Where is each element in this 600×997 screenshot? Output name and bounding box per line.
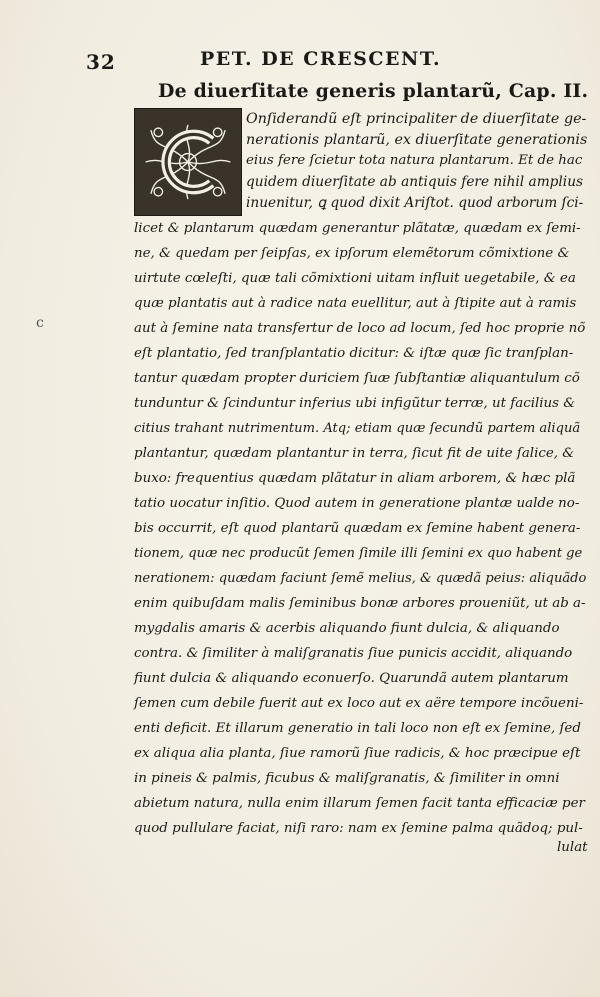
body-line-21: enim quibuſdam malis ſeminibus bonæ arbores proueniũt, ut ab a-: [134, 596, 586, 611]
body-line-1: Onſiderandũ eſt principaliter de diuerſitate ge-: [246, 111, 587, 127]
running-head: PET. DE CRESCENT.: [200, 48, 442, 70]
body-line-17: tatio uocatur inſitio. Quod autem in generatione plantæ ualde no-: [134, 496, 580, 511]
body-line-22: mygdalis amaris & acerbis aliquando fiunt dulcia, & aliquando: [134, 621, 560, 636]
body-line-19: tionem, quæ nec producũt ſemen ſimile illi ſemini ex quo habent ge: [134, 546, 583, 561]
body-line-5: inuenitur, ꝗ quod dixit Ariſtot. quod arborum ſci-: [246, 195, 584, 211]
body-line-23: contra. & ſimiliter à maliſgranatis ſiue punicis accidit, aliquando: [134, 646, 573, 661]
body-line-8: uirtute cœleſti, quæ tali cõmixtioni uitam influit uegetabile, & ea: [134, 271, 576, 286]
margin-mark: c: [36, 315, 44, 331]
body-line-30: quod pullulare faciat, niſi raro: nam ex ſemine palma quãdoq; pul-: [134, 821, 583, 836]
body-line-12: tantur quædam propter duriciem ſuæ ſubſtantiæ aliquantulum cõ: [134, 371, 580, 386]
body-line-28: in pineis & palmis, ficubus & maliſgranatis, & ſimiliter in omni: [134, 771, 560, 786]
chapter-title: De diuerſitate generis plantarũ, Cap. II.: [158, 80, 589, 102]
body-line-31: lulat: [557, 840, 588, 855]
body-line-14: citius trahant nutrimentum. Atq; etiam quæ ſecundũ partem aliquã: [134, 421, 581, 436]
body-line-25: ſemen cum debile fuerit aut ex loco aut ex aëre tempore incõueni-: [134, 696, 584, 711]
body-line-6: licet & plantarum quædam generantur plãtatæ, quædam ex ſemi-: [134, 221, 581, 236]
body-line-10: aut à ſemine nata transfertur de loco ad locum, ſed hoc proprie nõ: [134, 321, 586, 336]
body-line-11: eſt plantatio, ſed tranſplantatio dicitur: & iſtæ quæ ſic tranſplan-: [134, 346, 574, 361]
body-line-15: plantantur, quædam plantantur in terra, ſicut fit de uite ſalice, &: [134, 446, 575, 461]
body-line-3: eius fere ſcietur tota natura plantarum. Et de hac: [246, 153, 583, 168]
body-line-20: nerationem: quædam faciunt ſemẽ melius, & quædã peius: aliquãdo: [134, 571, 587, 586]
body-line-2: nerationis plantarũ, ex diuerſitate generationis: [246, 132, 588, 148]
decorated-initial-ornament-icon: [135, 109, 241, 215]
body-line-13: tunduntur & ſcinduntur inferius ubi infigũtur terræ, ut facilius &: [134, 396, 576, 411]
body-line-4: quidem diuerſitate ab antiquis fere nihil amplius: [246, 174, 584, 190]
body-line-7: ne, & quedam per ſeipſas, ex ipſorum elemẽtorum cõmixtione &: [134, 246, 570, 261]
body-line-27: ex aliqua alia planta, ſiue ramorũ ſiue radicis, & hoc præcipue eſt: [134, 746, 581, 761]
body-line-24: fiunt dulcia & aliquando econuerſo. Quarundã autem plantarum: [134, 671, 569, 686]
body-line-26: enti deficit. Et illarum generatio in tali loco non eſt ex ſemine, ſed: [134, 721, 581, 736]
body-line-16: buxo: frequentius quædam plãtatur in aliam arborem, & hæc plã: [134, 471, 576, 486]
body-line-9: quæ plantatis aut à radice nata euellitur, aut à ſtipite aut à ramis: [134, 296, 577, 311]
decorated-initial-c: [134, 108, 242, 216]
body-line-18: bis occurrit, eſt quod plantarũ quædam ex ſemine habent genera-: [134, 521, 581, 536]
page-number: 32: [86, 50, 116, 74]
body-line-29: abietum natura, nulla enim illarum ſemen facit tanta efficaciæ per: [134, 796, 585, 811]
